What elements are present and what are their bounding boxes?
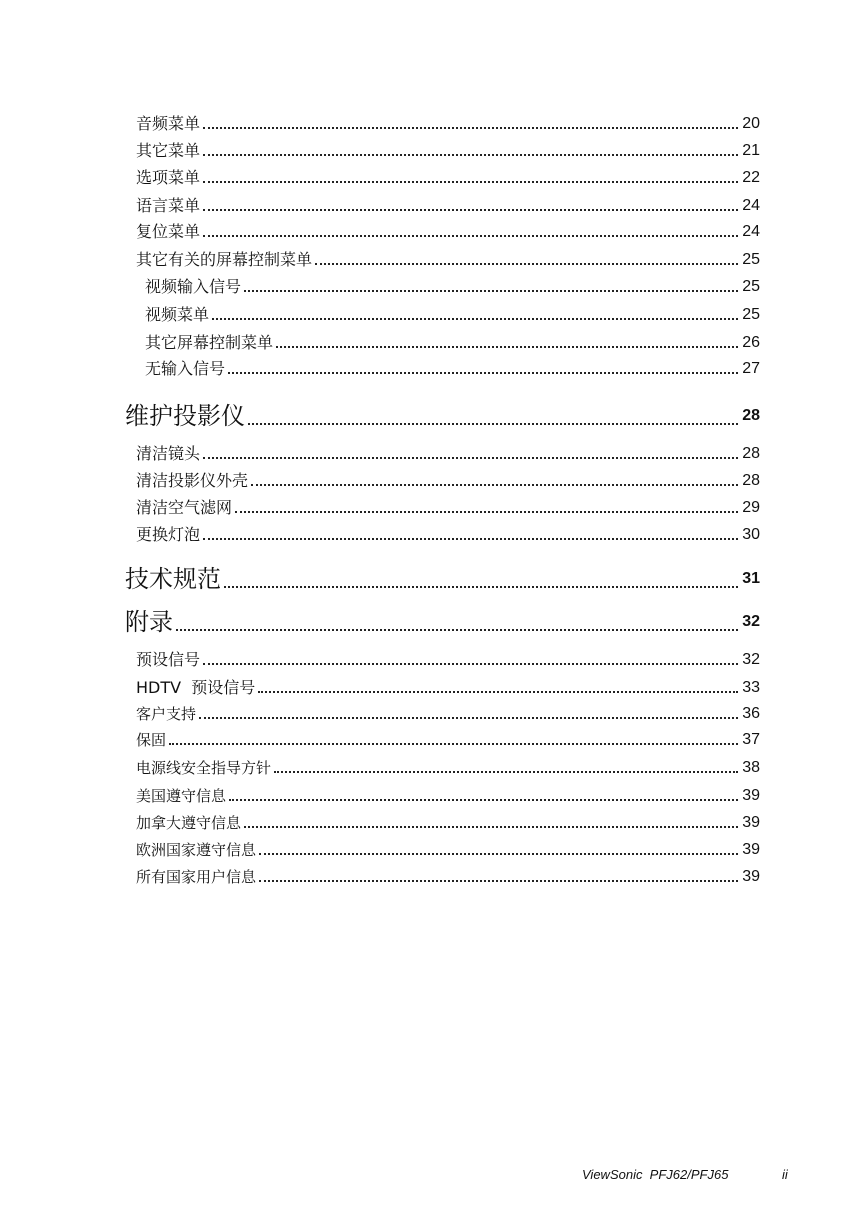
- page-footer: [582, 1167, 792, 1187]
- footer-product: ViewSonic PFJ62/PFJ65: [582, 1167, 729, 1182]
- toc-entry[interactable]: [136, 678, 760, 698]
- dot-leader: [203, 457, 738, 459]
- toc-entry-page: 36: [742, 705, 760, 722]
- toc-entry-title: 清洁投影仪外壳: [136, 471, 249, 490]
- toc-entry-page: 30: [742, 526, 760, 543]
- toc-subentry[interactable]: [145, 359, 760, 379]
- toc-entry-title: 加拿大遵守信息: [136, 814, 242, 832]
- toc-entry-page: 38: [742, 759, 760, 776]
- toc-entry-title: 语言菜单: [136, 196, 201, 215]
- dot-leader: [229, 799, 738, 801]
- toc-entry-page: 25: [742, 306, 760, 323]
- dot-leader: [203, 235, 738, 237]
- dot-leader: [258, 691, 738, 693]
- toc-entry[interactable]: [136, 867, 760, 887]
- dot-leader: [203, 127, 738, 129]
- toc-entry[interactable]: [136, 222, 760, 242]
- toc-entry-page: 28: [742, 445, 760, 462]
- dot-leader: [315, 263, 738, 265]
- toc-entry[interactable]: [136, 650, 760, 670]
- toc-entry-title: 更换灯泡: [136, 525, 201, 544]
- dot-leader: [244, 290, 738, 292]
- dot-leader: [259, 880, 738, 882]
- toc-entry-title: 所有国家用户信息: [136, 868, 257, 886]
- toc-entry-page: 39: [742, 814, 760, 831]
- toc-entry-title: 电源线安全指导方针: [136, 759, 272, 777]
- dot-leader: [276, 346, 738, 348]
- toc-entry-page: 22: [742, 169, 760, 186]
- toc-entry[interactable]: [136, 471, 760, 491]
- toc-entry-page: 25: [742, 251, 760, 268]
- toc-entry-title: 无输入信号: [145, 359, 226, 378]
- toc-chapter[interactable]: [125, 607, 760, 637]
- footer-page-number: ii: [782, 1167, 788, 1182]
- toc-entry-title: 美国遵守信息: [136, 787, 227, 805]
- dot-leader: [244, 826, 738, 828]
- toc-subentry[interactable]: [145, 333, 760, 353]
- toc-entry-title: 其它菜单: [136, 141, 201, 160]
- toc-chapter[interactable]: [125, 401, 760, 431]
- toc-entry-title: 预设信号: [136, 650, 201, 669]
- dot-leader: [169, 743, 738, 745]
- toc-entry-title: 视频输入信号: [145, 277, 242, 296]
- toc-entry[interactable]: [136, 168, 760, 188]
- toc-entry[interactable]: [136, 786, 760, 806]
- toc-entry-title: 欧洲国家遵守信息: [136, 841, 257, 859]
- toc-entry-page: 28: [742, 472, 760, 489]
- toc-entry-title: 其它屏幕控制菜单: [145, 333, 274, 352]
- toc-chapter-page: 32: [742, 613, 760, 630]
- dot-leader: [203, 538, 738, 540]
- toc-entry[interactable]: [136, 114, 760, 134]
- dot-leader: [224, 586, 738, 588]
- toc-entry-page: 24: [742, 197, 760, 214]
- dot-leader: [259, 853, 738, 855]
- dot-leader: [203, 154, 738, 156]
- toc-entry[interactable]: [136, 141, 760, 161]
- toc-entry-page: 24: [742, 223, 760, 240]
- toc-entry-page: 39: [742, 841, 760, 858]
- toc-entry-page: 29: [742, 499, 760, 516]
- dot-leader: [176, 629, 738, 631]
- toc-entry-page: 37: [742, 731, 760, 748]
- toc-chapter-page: 28: [742, 407, 760, 424]
- toc-chapter-title: 维护投影仪: [125, 402, 245, 430]
- toc-entry[interactable]: [136, 525, 760, 545]
- toc-entry-title: 清洁空气滤网: [136, 498, 233, 517]
- toc-entry-page: 20: [742, 115, 760, 132]
- toc-entry-page: 32: [742, 651, 760, 668]
- toc-entry-title: 选项菜单: [136, 168, 201, 187]
- toc-entry-title: 其它有关的屏幕控制菜单: [136, 250, 313, 269]
- dot-leader: [199, 717, 738, 719]
- toc-entry[interactable]: [136, 813, 760, 833]
- toc-entry[interactable]: [136, 730, 760, 750]
- toc-entry-title: 保固: [136, 731, 167, 749]
- dot-leader: [274, 771, 738, 773]
- toc-entry-page: 26: [742, 334, 760, 351]
- toc-subentry[interactable]: [145, 305, 760, 325]
- toc-chapter-title: 技术规范: [125, 565, 221, 593]
- toc-chapter[interactable]: [125, 564, 760, 594]
- toc-entry-page: 39: [742, 787, 760, 804]
- dot-leader: [203, 209, 738, 211]
- toc-entry-title: 清洁镜头: [136, 444, 201, 463]
- toc-entry[interactable]: [136, 704, 760, 724]
- toc-entry[interactable]: [136, 498, 760, 518]
- dot-leader: [228, 372, 738, 374]
- dot-leader: [251, 484, 738, 486]
- toc-entry-page: 27: [742, 360, 760, 377]
- toc-entry-title: 音频菜单: [136, 114, 201, 133]
- toc-entry[interactable]: [136, 758, 760, 778]
- toc-entry[interactable]: [136, 196, 760, 216]
- toc-entry-title: HDTV 预设信号: [136, 678, 256, 697]
- toc-entry[interactable]: [136, 250, 760, 270]
- toc-chapter-page: 31: [742, 570, 760, 587]
- dot-leader: [235, 511, 738, 513]
- toc-entry-page: 21: [742, 142, 760, 159]
- dot-leader: [203, 663, 738, 665]
- toc-entry-title: 复位菜单: [136, 222, 201, 241]
- toc-entry[interactable]: [136, 444, 760, 464]
- toc-chapter-title: 附录: [125, 608, 173, 636]
- toc-entry[interactable]: [136, 840, 760, 860]
- toc-entry-title: 客户支持: [136, 705, 197, 723]
- dot-leader: [203, 181, 738, 183]
- dot-leader: [212, 318, 738, 320]
- toc-entry-page: 39: [742, 868, 760, 885]
- toc-subentry[interactable]: [145, 277, 760, 297]
- toc-entry-page: 25: [742, 278, 760, 295]
- toc-entry-page: 33: [742, 679, 760, 696]
- toc-entry-title: 视频菜单: [145, 305, 210, 324]
- dot-leader: [248, 423, 738, 425]
